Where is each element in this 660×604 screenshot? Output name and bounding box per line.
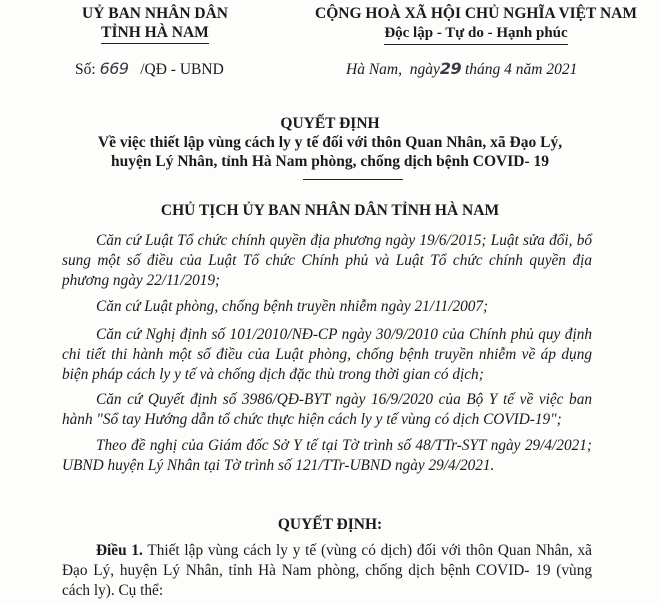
document-title: QUYẾT ĐỊNH bbox=[280, 115, 380, 132]
article-1-text: Thiết lập vùng cách ly y tế (vùng có dịch) đối với thôn Quan Nhân, xã Đạo Lý, huyện Lý Nhân, tỉnh Hà Nam phòng, chống dịch bệnh COVID- 19 (vùng cách ly). Cụ thể: bbox=[62, 542, 592, 599]
doc-number-prefix: Số: bbox=[75, 61, 96, 78]
decision-heading: QUYẾT ĐỊNH: bbox=[277, 516, 383, 533]
legal-basis-5: Theo đề nghị của Giám đốc Sở Y tế tại Tờ trình số 48/TTr-SYT ngày 29/4/2021; UBND huyện Lý Nhân tại Tờ trình số 121/TTr-UBND ngày 29/4/2021. bbox=[62, 437, 592, 474]
date-suffix: tháng 4 năm 2021 bbox=[465, 61, 578, 78]
agency-line-2: TỈNH HÀ NAM bbox=[101, 23, 209, 44]
national-motto bbox=[292, 4, 660, 45]
document-subject-line-2: huyện Lý Nhân, tỉnh Hà Nam phòng, chống dịch bệnh COVID- 19 bbox=[111, 153, 549, 170]
legal-basis-3: Căn cứ Nghị định số 101/2010/NĐ-CP ngày 30/9/2010 của Chính phủ quy định chi tiết thi hành một số điều của Luật phòng, chống bệnh truyền nhiễm về áp dụng biện pháp cách ly y tế và chống dịch đặc thù trong thời gian có dịch; bbox=[62, 326, 592, 383]
nation-line-2: Độc lập - Tự do - Hạnh phúc bbox=[384, 24, 567, 45]
article-1 bbox=[62, 541, 592, 601]
agency-line-1: UỶ BAN NHÂN DÂN bbox=[82, 5, 228, 22]
issue-date bbox=[346, 59, 577, 79]
title-divider bbox=[303, 179, 403, 180]
issuing-agency bbox=[60, 4, 250, 44]
article-1-label: Điều 1. bbox=[96, 542, 143, 559]
legal-basis-1: Căn cứ Luật Tổ chức chính quyền địa phương ngày 19/6/2015; Luật sửa đổi, bổ sung một số điều của Luật Tổ chức Chính phủ và Luật Tổ chức chính quyền địa phương ngày 22/11/2019; bbox=[62, 232, 592, 289]
legal-basis-4: Căn cứ Quyết định số 3986/QĐ-BYT ngày 16/9/2020 của Bộ Y tế về việc ban hành "Sổ tay Hướng dẫn tổ chức thực hiện cách ly y tế vùng có dịch COVID-19"; bbox=[62, 391, 592, 428]
issuer-heading: CHỦ TỊCH ỦY BAN NHÂN DÂN TỈNH HÀ NAM bbox=[160, 202, 500, 219]
document-number bbox=[75, 59, 224, 79]
nation-line-1: CỘNG HOÀ XÃ HỘI CHỦ NGHĨA VIỆT NAM bbox=[315, 5, 637, 22]
date-prefix: Hà Nam, ngày bbox=[346, 61, 440, 78]
document-subject-line-1: Về việc thiết lập vùng cách ly y tế đối với thôn Quan Nhân, xã Đạo Lý, bbox=[97, 134, 563, 151]
legal-basis-2: Căn cứ Luật phòng, chống bệnh truyền nhiễm ngày 21/11/2007; bbox=[96, 298, 489, 315]
doc-number-suffix: /QĐ - UBND bbox=[140, 61, 224, 78]
date-day-handwritten: 29 bbox=[439, 59, 462, 78]
doc-number-handwritten: 669 bbox=[99, 59, 129, 78]
